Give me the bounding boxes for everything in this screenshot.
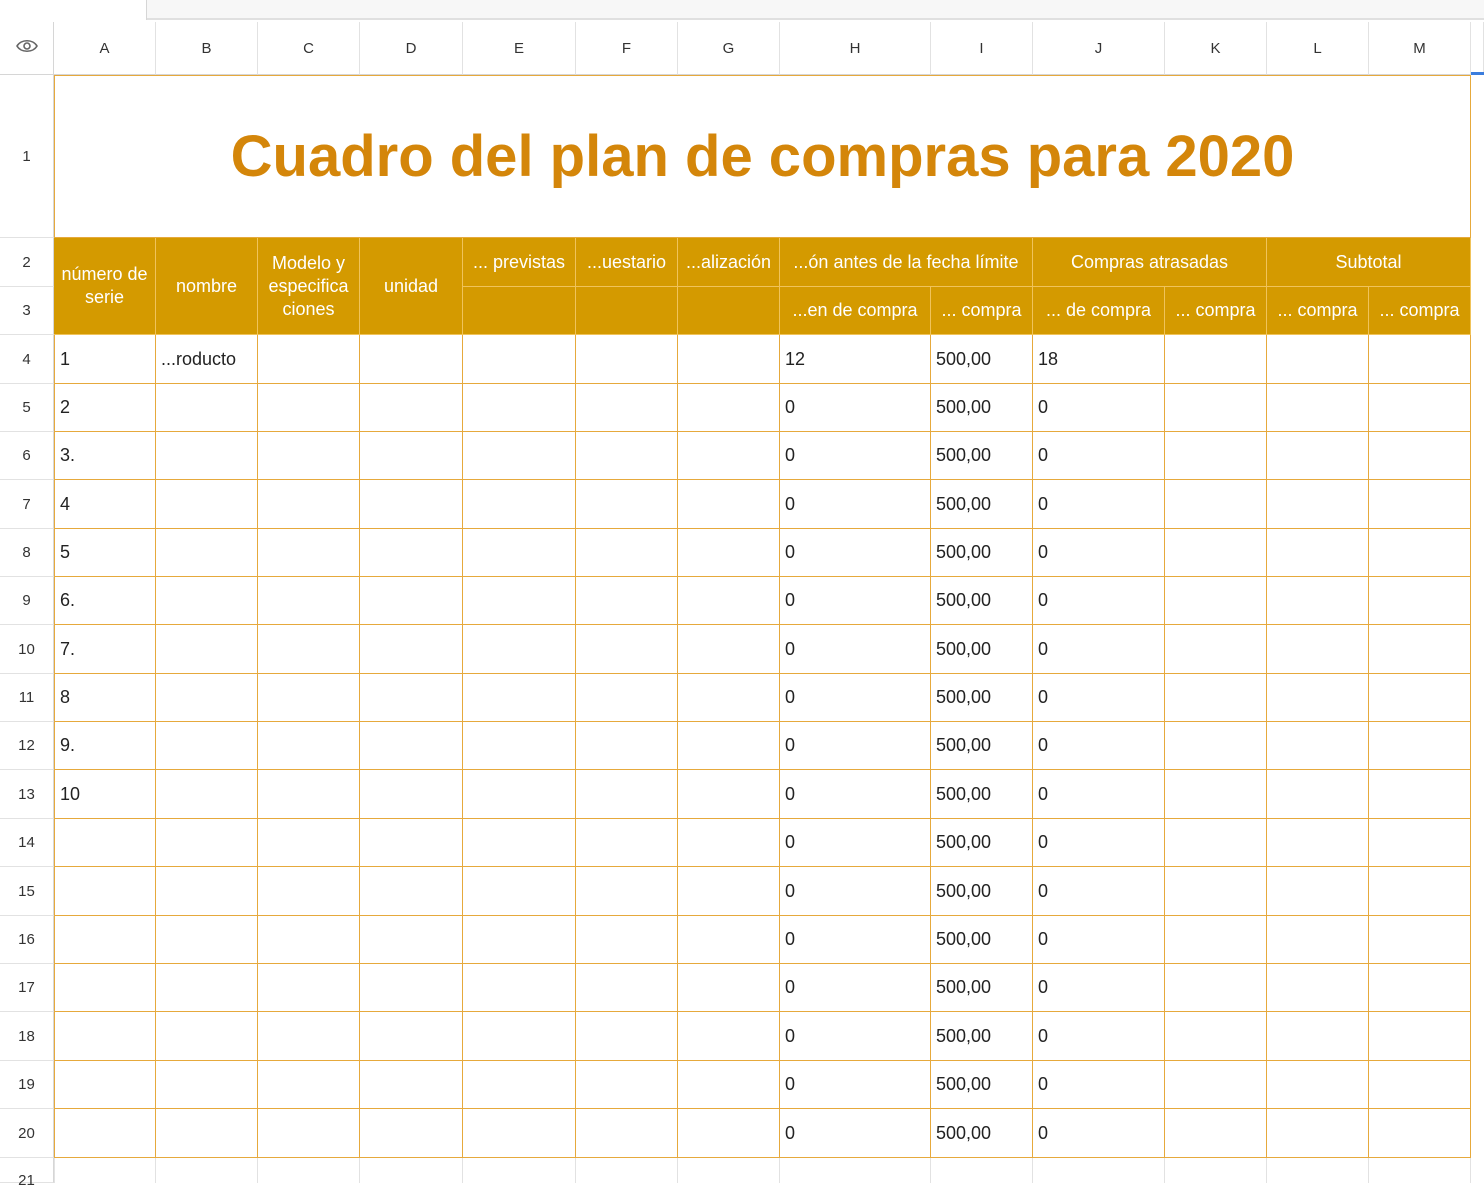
cell-d20[interactable] bbox=[360, 1109, 463, 1158]
row-header-6[interactable]: 6 bbox=[0, 432, 54, 480]
formula-bar bbox=[0, 0, 1484, 20]
cell-f9[interactable] bbox=[576, 577, 678, 625]
cell-m16[interactable] bbox=[1369, 916, 1471, 964]
cell-l4[interactable] bbox=[1267, 335, 1369, 384]
cell-m12[interactable] bbox=[1369, 722, 1471, 770]
cell-g6[interactable] bbox=[678, 432, 780, 480]
cell-g5[interactable] bbox=[678, 384, 780, 432]
cell-d21[interactable] bbox=[360, 1158, 463, 1183]
cell-d4[interactable] bbox=[360, 335, 463, 384]
cell-k20[interactable] bbox=[1165, 1109, 1267, 1158]
cell-i12[interactable]: 500,00 bbox=[931, 722, 1033, 770]
cell-e15[interactable] bbox=[463, 867, 576, 916]
column-header-c[interactable]: C bbox=[258, 22, 360, 75]
cell-l8[interactable] bbox=[1267, 529, 1369, 577]
cell-m4[interactable] bbox=[1369, 335, 1471, 384]
cell-g13[interactable] bbox=[678, 770, 780, 819]
cell-b15[interactable] bbox=[156, 867, 258, 916]
cell-b18[interactable] bbox=[156, 1012, 258, 1061]
cell-f8[interactable] bbox=[576, 529, 678, 577]
cell-c6[interactable] bbox=[258, 432, 360, 480]
row-header-14[interactable]: 14 bbox=[0, 819, 54, 867]
cell-i21[interactable] bbox=[931, 1158, 1033, 1183]
cell-a15[interactable] bbox=[54, 867, 156, 916]
cell-c20[interactable] bbox=[258, 1109, 360, 1158]
cell-c7[interactable] bbox=[258, 480, 360, 529]
column-header-overflow bbox=[1471, 22, 1484, 75]
cell-j18[interactable]: 0 bbox=[1033, 1012, 1165, 1061]
column-header-b[interactable]: B bbox=[156, 22, 258, 75]
cell-m20[interactable] bbox=[1369, 1109, 1471, 1158]
cell-e11[interactable] bbox=[463, 674, 576, 722]
cell-c18[interactable] bbox=[258, 1012, 360, 1061]
cell-g8[interactable] bbox=[678, 529, 780, 577]
eye-icon[interactable] bbox=[16, 39, 38, 58]
cell-a5[interactable]: 2 bbox=[54, 384, 156, 432]
cell-j16[interactable]: 0 bbox=[1033, 916, 1165, 964]
cell-g21[interactable] bbox=[678, 1158, 780, 1183]
cell-h17[interactable]: 0 bbox=[780, 964, 931, 1012]
cell-j6[interactable]: 0 bbox=[1033, 432, 1165, 480]
cell-b8[interactable] bbox=[156, 529, 258, 577]
cell-i17[interactable]: 500,00 bbox=[931, 964, 1033, 1012]
cell-k21[interactable] bbox=[1165, 1158, 1267, 1183]
cell-c4[interactable] bbox=[258, 335, 360, 384]
cell-l14[interactable] bbox=[1267, 819, 1369, 867]
row-header-10[interactable]: 10 bbox=[0, 625, 54, 674]
cell-e4[interactable] bbox=[463, 335, 576, 384]
cell-d10[interactable] bbox=[360, 625, 463, 674]
cell-f15[interactable] bbox=[576, 867, 678, 916]
row-header-11[interactable]: 11 bbox=[0, 674, 54, 722]
cell-g12[interactable] bbox=[678, 722, 780, 770]
cell-e16[interactable] bbox=[463, 916, 576, 964]
cell-g11[interactable] bbox=[678, 674, 780, 722]
cell-b16[interactable] bbox=[156, 916, 258, 964]
cell-e6[interactable] bbox=[463, 432, 576, 480]
cell-c17[interactable] bbox=[258, 964, 360, 1012]
cell-k14[interactable] bbox=[1165, 819, 1267, 867]
cell-m5[interactable] bbox=[1369, 384, 1471, 432]
cell-a19[interactable] bbox=[54, 1061, 156, 1109]
header-serial-number[interactable]: número de serie bbox=[54, 238, 156, 335]
cell-h12[interactable]: 0 bbox=[780, 722, 931, 770]
cell-j17[interactable]: 0 bbox=[1033, 964, 1165, 1012]
cell-f17[interactable] bbox=[576, 964, 678, 1012]
cell-g14[interactable] bbox=[678, 819, 780, 867]
cell-a6[interactable]: 3. bbox=[54, 432, 156, 480]
cell-d8[interactable] bbox=[360, 529, 463, 577]
cell-d18[interactable] bbox=[360, 1012, 463, 1061]
cell-d14[interactable] bbox=[360, 819, 463, 867]
selection-indicator bbox=[1471, 72, 1484, 75]
cell-g18[interactable] bbox=[678, 1012, 780, 1061]
subheader-h[interactable]: ...en de compra bbox=[780, 287, 931, 335]
cell-a9[interactable]: 6. bbox=[54, 577, 156, 625]
column-header-i[interactable]: I bbox=[931, 22, 1033, 75]
cell-f11[interactable] bbox=[576, 674, 678, 722]
cell-a16[interactable] bbox=[54, 916, 156, 964]
cell-c9[interactable] bbox=[258, 577, 360, 625]
cell-d16[interactable] bbox=[360, 916, 463, 964]
cell-f12[interactable] bbox=[576, 722, 678, 770]
header-budget[interactable]: ...uestario bbox=[576, 238, 678, 287]
cell-k16[interactable] bbox=[1165, 916, 1267, 964]
header-cell-e3[interactable] bbox=[463, 287, 576, 335]
cell-h20[interactable]: 0 bbox=[780, 1109, 931, 1158]
cell-j7[interactable]: 0 bbox=[1033, 480, 1165, 529]
cell-j11[interactable]: 0 bbox=[1033, 674, 1165, 722]
row-header-5[interactable]: 5 bbox=[0, 384, 54, 432]
cell-l7[interactable] bbox=[1267, 480, 1369, 529]
row-header-3[interactable]: 3 bbox=[0, 287, 54, 335]
cell-k17[interactable] bbox=[1165, 964, 1267, 1012]
row-header-16[interactable]: 16 bbox=[0, 916, 54, 964]
cell-h9[interactable]: 0 bbox=[780, 577, 931, 625]
cell-d6[interactable] bbox=[360, 432, 463, 480]
cell-f14[interactable] bbox=[576, 819, 678, 867]
cell-f19[interactable] bbox=[576, 1061, 678, 1109]
row-header-4[interactable]: 4 bbox=[0, 335, 54, 384]
cell-f21[interactable] bbox=[576, 1158, 678, 1183]
cell-f18[interactable] bbox=[576, 1012, 678, 1061]
cell-h19[interactable]: 0 bbox=[780, 1061, 931, 1109]
cell-i20[interactable]: 500,00 bbox=[931, 1109, 1033, 1158]
cell-k10[interactable] bbox=[1165, 625, 1267, 674]
cell-i16[interactable]: 500,00 bbox=[931, 916, 1033, 964]
cell-m21[interactable] bbox=[1369, 1158, 1471, 1183]
cell-m14[interactable] bbox=[1369, 819, 1471, 867]
cell-m10[interactable] bbox=[1369, 625, 1471, 674]
header-subtotal[interactable]: Subtotal bbox=[1267, 238, 1471, 287]
cell-c11[interactable] bbox=[258, 674, 360, 722]
column-header-k[interactable]: K bbox=[1165, 22, 1267, 75]
cell-f20[interactable] bbox=[576, 1109, 678, 1158]
cell-i11[interactable]: 500,00 bbox=[931, 674, 1033, 722]
cell-c16[interactable] bbox=[258, 916, 360, 964]
header-unit[interactable]: unidad bbox=[360, 238, 463, 335]
column-header-l[interactable]: L bbox=[1267, 22, 1369, 75]
column-header-m[interactable]: M bbox=[1369, 22, 1471, 75]
cell-g19[interactable] bbox=[678, 1061, 780, 1109]
cell-e10[interactable] bbox=[463, 625, 576, 674]
header-cell-f3[interactable] bbox=[576, 287, 678, 335]
cell-j8[interactable]: 0 bbox=[1033, 529, 1165, 577]
cell-l20[interactable] bbox=[1267, 1109, 1369, 1158]
cell-j5[interactable]: 0 bbox=[1033, 384, 1165, 432]
cell-g9[interactable] bbox=[678, 577, 780, 625]
cell-f4[interactable] bbox=[576, 335, 678, 384]
cell-l12[interactable] bbox=[1267, 722, 1369, 770]
header-cell-g3[interactable] bbox=[678, 287, 780, 335]
cell-c13[interactable] bbox=[258, 770, 360, 819]
row-header-20[interactable]: 20 bbox=[0, 1109, 54, 1158]
cell-b17[interactable] bbox=[156, 964, 258, 1012]
cell-l10[interactable] bbox=[1267, 625, 1369, 674]
cell-e13[interactable] bbox=[463, 770, 576, 819]
row-header-15[interactable]: 15 bbox=[0, 867, 54, 916]
cell-i7[interactable]: 500,00 bbox=[931, 480, 1033, 529]
cell-i6[interactable]: 500,00 bbox=[931, 432, 1033, 480]
cell-l5[interactable] bbox=[1267, 384, 1369, 432]
cell-f6[interactable] bbox=[576, 432, 678, 480]
cell-m19[interactable] bbox=[1369, 1061, 1471, 1109]
cell-a12[interactable]: 9. bbox=[54, 722, 156, 770]
cell-h14[interactable]: 0 bbox=[780, 819, 931, 867]
cell-h7[interactable]: 0 bbox=[780, 480, 931, 529]
cell-j4[interactable]: 18 bbox=[1033, 335, 1165, 384]
cell-h13[interactable]: 0 bbox=[780, 770, 931, 819]
cell-k8[interactable] bbox=[1165, 529, 1267, 577]
header-late-purchases[interactable]: Compras atrasadas bbox=[1033, 238, 1267, 287]
cell-f13[interactable] bbox=[576, 770, 678, 819]
cell-e20[interactable] bbox=[463, 1109, 576, 1158]
cell-f5[interactable] bbox=[576, 384, 678, 432]
cell-b19[interactable] bbox=[156, 1061, 258, 1109]
cell-m9[interactable] bbox=[1369, 577, 1471, 625]
cell-a11[interactable]: 8 bbox=[54, 674, 156, 722]
column-header-e[interactable]: E bbox=[463, 22, 576, 75]
cell-m13[interactable] bbox=[1369, 770, 1471, 819]
cell-k18[interactable] bbox=[1165, 1012, 1267, 1061]
cell-l19[interactable] bbox=[1267, 1061, 1369, 1109]
cell-h6[interactable]: 0 bbox=[780, 432, 931, 480]
cell-i14[interactable]: 500,00 bbox=[931, 819, 1033, 867]
row-header-19[interactable]: 19 bbox=[0, 1061, 54, 1109]
cell-c5[interactable] bbox=[258, 384, 360, 432]
cell-k6[interactable] bbox=[1165, 432, 1267, 480]
cell-e19[interactable] bbox=[463, 1061, 576, 1109]
cell-m6[interactable] bbox=[1369, 432, 1471, 480]
cell-e8[interactable] bbox=[463, 529, 576, 577]
header-model-specs[interactable]: Modelo y especifica ciones bbox=[258, 238, 360, 335]
column-header-d[interactable]: D bbox=[360, 22, 463, 75]
cell-d7[interactable] bbox=[360, 480, 463, 529]
cell-c12[interactable] bbox=[258, 722, 360, 770]
cell-l9[interactable] bbox=[1267, 577, 1369, 625]
row-header-18[interactable]: 18 bbox=[0, 1012, 54, 1061]
cell-e17[interactable] bbox=[463, 964, 576, 1012]
sheet-title[interactable]: Cuadro del plan de compras para 2020 bbox=[54, 75, 1471, 238]
subheader-l[interactable]: ... compra bbox=[1267, 287, 1369, 335]
cell-e9[interactable] bbox=[463, 577, 576, 625]
cell-h5[interactable]: 0 bbox=[780, 384, 931, 432]
cell-m8[interactable] bbox=[1369, 529, 1471, 577]
cell-k5[interactable] bbox=[1165, 384, 1267, 432]
subheader-m[interactable]: ... compra bbox=[1369, 287, 1471, 335]
cell-f16[interactable] bbox=[576, 916, 678, 964]
cell-b20[interactable] bbox=[156, 1109, 258, 1158]
cell-d15[interactable] bbox=[360, 867, 463, 916]
cell-h11[interactable]: 0 bbox=[780, 674, 931, 722]
cell-h18[interactable]: 0 bbox=[780, 1012, 931, 1061]
cell-d9[interactable] bbox=[360, 577, 463, 625]
row-header-9[interactable]: 9 bbox=[0, 577, 54, 625]
cell-g7[interactable] bbox=[678, 480, 780, 529]
cell-a8[interactable]: 5 bbox=[54, 529, 156, 577]
cell-b14[interactable] bbox=[156, 819, 258, 867]
cell-i9[interactable]: 500,00 bbox=[931, 577, 1033, 625]
cell-g17[interactable] bbox=[678, 964, 780, 1012]
cell-e14[interactable] bbox=[463, 819, 576, 867]
cell-i4[interactable]: 500,00 bbox=[931, 335, 1033, 384]
cell-l15[interactable] bbox=[1267, 867, 1369, 916]
cell-d19[interactable] bbox=[360, 1061, 463, 1109]
cell-g4[interactable] bbox=[678, 335, 780, 384]
cell-i13[interactable]: 500,00 bbox=[931, 770, 1033, 819]
cell-d12[interactable] bbox=[360, 722, 463, 770]
cell-k12[interactable] bbox=[1165, 722, 1267, 770]
cell-e12[interactable] bbox=[463, 722, 576, 770]
cell-b10[interactable] bbox=[156, 625, 258, 674]
cell-j19[interactable]: 0 bbox=[1033, 1061, 1165, 1109]
cell-f10[interactable] bbox=[576, 625, 678, 674]
cell-a17[interactable] bbox=[54, 964, 156, 1012]
cell-b6[interactable] bbox=[156, 432, 258, 480]
subheader-i[interactable]: ... compra bbox=[931, 287, 1033, 335]
cell-d13[interactable] bbox=[360, 770, 463, 819]
header-realization[interactable]: ...alización bbox=[678, 238, 780, 287]
cell-a14[interactable] bbox=[54, 819, 156, 867]
column-header-j[interactable]: J bbox=[1033, 22, 1165, 75]
cell-j13[interactable]: 0 bbox=[1033, 770, 1165, 819]
column-header-h[interactable]: H bbox=[780, 22, 931, 75]
cell-j9[interactable]: 0 bbox=[1033, 577, 1165, 625]
name-box[interactable] bbox=[0, 0, 147, 20]
cell-l21[interactable] bbox=[1267, 1158, 1369, 1183]
cell-g20[interactable] bbox=[678, 1109, 780, 1158]
cell-k15[interactable] bbox=[1165, 867, 1267, 916]
row-header-17[interactable]: 17 bbox=[0, 964, 54, 1012]
cell-b5[interactable] bbox=[156, 384, 258, 432]
cell-a20[interactable] bbox=[54, 1109, 156, 1158]
cell-l17[interactable] bbox=[1267, 964, 1369, 1012]
cell-m17[interactable] bbox=[1369, 964, 1471, 1012]
cell-a7[interactable]: 4 bbox=[54, 480, 156, 529]
column-header-f[interactable]: F bbox=[576, 22, 678, 75]
cell-a18[interactable] bbox=[54, 1012, 156, 1061]
cell-k11[interactable] bbox=[1165, 674, 1267, 722]
cell-e18[interactable] bbox=[463, 1012, 576, 1061]
cell-a4[interactable]: 1 bbox=[54, 335, 156, 384]
cell-a21[interactable] bbox=[54, 1158, 156, 1183]
cell-i18[interactable]: 500,00 bbox=[931, 1012, 1033, 1061]
cell-c8[interactable] bbox=[258, 529, 360, 577]
cell-g15[interactable] bbox=[678, 867, 780, 916]
cell-j20[interactable]: 0 bbox=[1033, 1109, 1165, 1158]
cell-j21[interactable] bbox=[1033, 1158, 1165, 1183]
cell-f7[interactable] bbox=[576, 480, 678, 529]
cell-m18[interactable] bbox=[1369, 1012, 1471, 1061]
cell-b12[interactable] bbox=[156, 722, 258, 770]
cell-i19[interactable]: 500,00 bbox=[931, 1061, 1033, 1109]
column-header-g[interactable]: G bbox=[678, 22, 780, 75]
cell-j15[interactable]: 0 bbox=[1033, 867, 1165, 916]
cell-h4[interactable]: 12 bbox=[780, 335, 931, 384]
row-header-7[interactable]: 7 bbox=[0, 480, 54, 529]
cell-h21[interactable] bbox=[780, 1158, 931, 1183]
cell-b4[interactable]: ...roducto bbox=[156, 335, 258, 384]
cell-h10[interactable]: 0 bbox=[780, 625, 931, 674]
cell-j14[interactable]: 0 bbox=[1033, 819, 1165, 867]
select-all-corner[interactable] bbox=[0, 22, 54, 75]
header-planned[interactable]: ... previstas bbox=[463, 238, 576, 287]
cell-c10[interactable] bbox=[258, 625, 360, 674]
cell-i15[interactable]: 500,00 bbox=[931, 867, 1033, 916]
header-before-deadline[interactable]: ...ón antes de la fecha límite bbox=[780, 238, 1033, 287]
cell-l18[interactable] bbox=[1267, 1012, 1369, 1061]
cell-g10[interactable] bbox=[678, 625, 780, 674]
cell-b7[interactable] bbox=[156, 480, 258, 529]
cell-c14[interactable] bbox=[258, 819, 360, 867]
cell-b13[interactable] bbox=[156, 770, 258, 819]
cell-k4[interactable] bbox=[1165, 335, 1267, 384]
cell-h15[interactable]: 0 bbox=[780, 867, 931, 916]
cell-g16[interactable] bbox=[678, 916, 780, 964]
cell-k13[interactable] bbox=[1165, 770, 1267, 819]
subheader-j[interactable]: ... de compra bbox=[1033, 287, 1165, 335]
subheader-k[interactable]: ... compra bbox=[1165, 287, 1267, 335]
row-header-1[interactable]: 1 bbox=[0, 75, 54, 238]
cell-m15[interactable] bbox=[1369, 867, 1471, 916]
cell-h16[interactable]: 0 bbox=[780, 916, 931, 964]
row-header-2[interactable]: 2 bbox=[0, 238, 54, 287]
cell-k9[interactable] bbox=[1165, 577, 1267, 625]
cell-j10[interactable]: 0 bbox=[1033, 625, 1165, 674]
cell-j12[interactable]: 0 bbox=[1033, 722, 1165, 770]
row-header-21[interactable]: 21 bbox=[0, 1158, 54, 1183]
cell-h8[interactable]: 0 bbox=[780, 529, 931, 577]
cell-d17[interactable] bbox=[360, 964, 463, 1012]
cell-a10[interactable]: 7. bbox=[54, 625, 156, 674]
cell-c19[interactable] bbox=[258, 1061, 360, 1109]
cell-e5[interactable] bbox=[463, 384, 576, 432]
header-name[interactable]: nombre bbox=[156, 238, 258, 335]
cell-d5[interactable] bbox=[360, 384, 463, 432]
cell-l13[interactable] bbox=[1267, 770, 1369, 819]
column-header-a[interactable]: A bbox=[54, 22, 156, 75]
cell-l11[interactable] bbox=[1267, 674, 1369, 722]
cell-e7[interactable] bbox=[463, 480, 576, 529]
cell-a13[interactable]: 10 bbox=[54, 770, 156, 819]
cell-k19[interactable] bbox=[1165, 1061, 1267, 1109]
cell-b21[interactable] bbox=[156, 1158, 258, 1183]
cell-i10[interactable]: 500,00 bbox=[931, 625, 1033, 674]
cell-c15[interactable] bbox=[258, 867, 360, 916]
cell-m7[interactable] bbox=[1369, 480, 1471, 529]
cell-b9[interactable] bbox=[156, 577, 258, 625]
row-header-8[interactable]: 8 bbox=[0, 529, 54, 577]
cell-d11[interactable] bbox=[360, 674, 463, 722]
cell-l16[interactable] bbox=[1267, 916, 1369, 964]
row-header-12[interactable]: 12 bbox=[0, 722, 54, 770]
cell-b11[interactable] bbox=[156, 674, 258, 722]
cell-c21[interactable] bbox=[258, 1158, 360, 1183]
row-header-13[interactable]: 13 bbox=[0, 770, 54, 819]
cell-k7[interactable] bbox=[1165, 480, 1267, 529]
cell-i8[interactable]: 500,00 bbox=[931, 529, 1033, 577]
cell-l6[interactable] bbox=[1267, 432, 1369, 480]
cell-i5[interactable]: 500,00 bbox=[931, 384, 1033, 432]
cell-e21[interactable] bbox=[463, 1158, 576, 1183]
cell-m11[interactable] bbox=[1369, 674, 1471, 722]
